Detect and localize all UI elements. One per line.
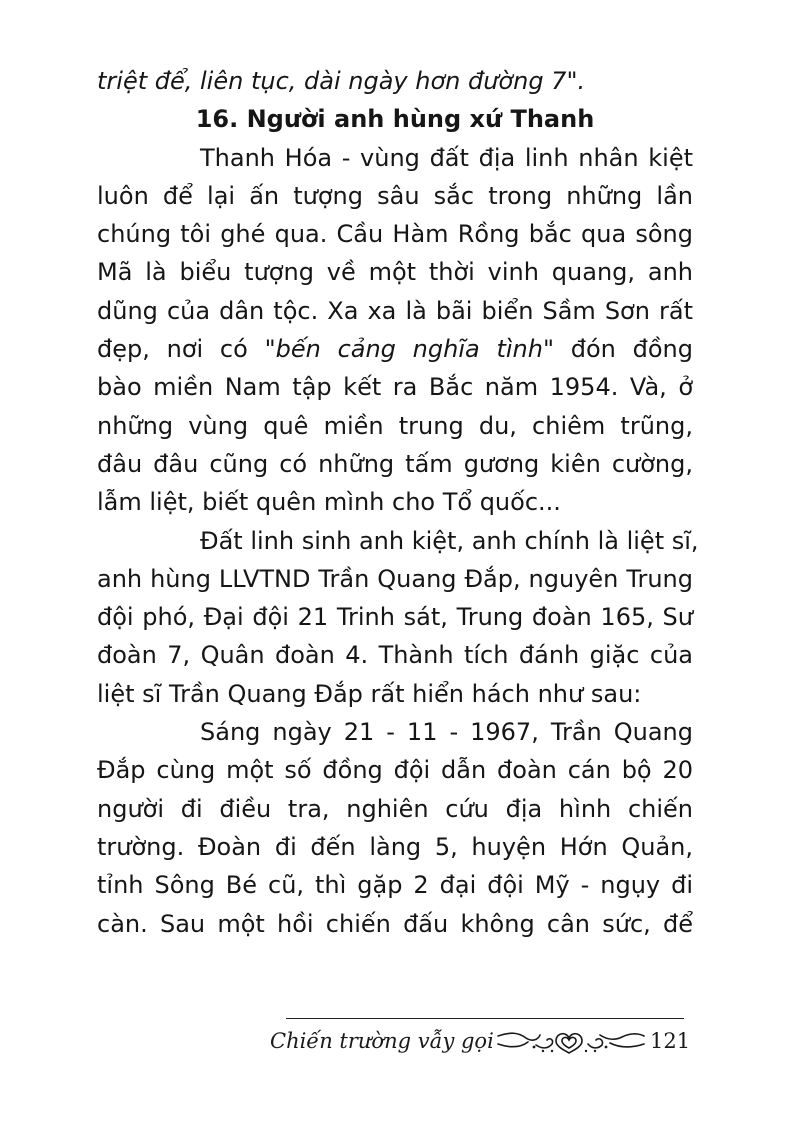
text-line: tỉnh Sông Bé cũ, thì gặp 2 đại đội Mỹ - ngụy đi xyxy=(97,871,693,900)
text-line: Thanh Hóa - vùng đất địa linh nhân kiệt xyxy=(200,143,693,172)
text-line: những vùng quê miền trung du, chiêm trũng, xyxy=(97,411,693,440)
text-fragment: đẹp, nơi có xyxy=(97,335,265,364)
text-line: đoàn 7, Quân đoàn 4. Thành tích đánh giặc của xyxy=(97,641,693,670)
text-line: càn. Sau một hồi chiến đấu không cân sức, để xyxy=(97,909,693,938)
text-line: bào miền Nam tập kết ra Bắc năm 1954. Và, ở xyxy=(97,373,693,402)
text-line: lẫm liệt, biết quên mình cho Tổ quốc... xyxy=(97,488,561,517)
text-line: người đi điều tra, nghiên cứu địa hình chiến xyxy=(97,794,693,823)
text-line: đội phó, Đại đội 21 Trinh sát, Trung đoàn 165, Sư xyxy=(97,603,693,632)
page-number: 121 xyxy=(650,1029,691,1053)
text-line: Đắp cùng một số đồng đội dẫn đoàn cán bộ 20 xyxy=(97,756,693,785)
text-fragment: đón đồng xyxy=(554,335,693,364)
text-line: dũng của dân tộc. Xa xa là bãi biển Sầm Sơn rất xyxy=(97,296,693,325)
text-line: anh hùng LLVTND Trần Quang Đắp, nguyên Trung xyxy=(97,564,693,593)
page-body xyxy=(97,62,699,943)
section-heading: 16. Người anh hùng xứ Thanh xyxy=(195,105,595,134)
text-line: liệt sĩ Trần Quang Đắp rất hiển hách như sau: xyxy=(97,679,642,708)
text-line: đâu đâu cũng có những tấm gương kiên cường, xyxy=(97,449,693,478)
flourish-ornament-icon xyxy=(496,1027,646,1055)
text-line: Sáng ngày 21 - 11 - 1967, Trần Quang xyxy=(200,718,693,747)
text-line: Mã là biểu tượng về một thời vinh quang, anh xyxy=(97,258,693,287)
text-line: luôn để lại ấn tượng sâu sắc trong những lần xyxy=(97,181,693,210)
book-title: Chiến trường vẫy gọi xyxy=(270,1029,494,1053)
footer-divider xyxy=(286,1018,684,1019)
page-footer xyxy=(270,1010,691,1060)
text-line: chúng tôi ghé qua. Cầu Hàm Rồng bắc qua sông xyxy=(97,220,693,249)
text-line: Đất linh sinh anh kiệt, anh chính là liệt sĩ, xyxy=(200,526,699,555)
text-line-with-quote xyxy=(97,330,693,368)
text-line: trường. Đoàn đi đến làng 5, huyện Hớn Quản, xyxy=(97,832,693,861)
text-line: triệt để, liên tục, dài ngày hơn đường 7". xyxy=(97,67,586,95)
quoted-phrase: "bến cảng nghĩa tình" xyxy=(264,335,554,364)
